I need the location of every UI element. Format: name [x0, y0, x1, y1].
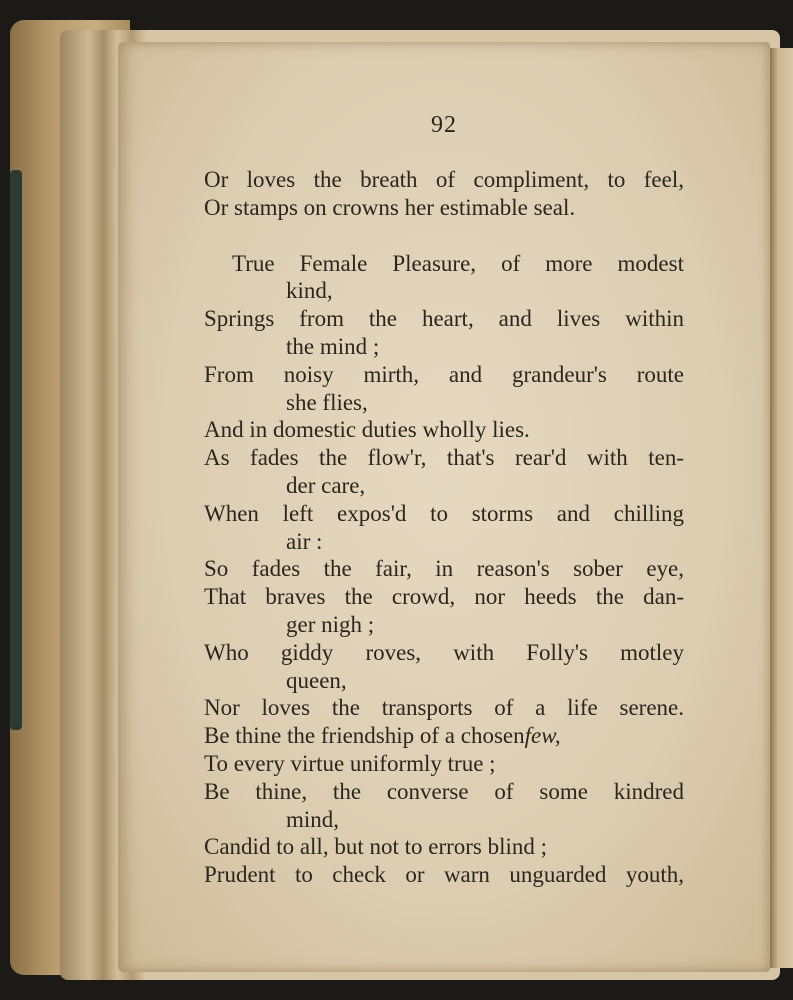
text-line: ger nigh ; — [286, 611, 375, 637]
text-line: Be thine, the converse of some kindred — [204, 778, 684, 804]
text-line: der care, — [286, 472, 366, 498]
text-line: Prudent to check or warn unguarded youth, — [204, 862, 684, 888]
text-line: she flies, — [286, 389, 368, 415]
text-line: Nor loves the transports of a life serene. — [204, 695, 684, 721]
italic-word: few, — [524, 723, 561, 749]
text-line: When left expos'd to storms and chilling — [204, 500, 684, 526]
text-line: To every virtue uniformly true ; — [204, 750, 496, 776]
text-line: Or loves the breath of compliment, to feel, — [204, 167, 684, 192]
text-line: air : — [286, 528, 323, 554]
text-line: That braves the crowd, nor heeds the dan- — [204, 584, 684, 610]
text-line: Springs from the heart, and lives within — [204, 306, 684, 332]
text-line: Who giddy roves, with Folly's motley — [204, 639, 684, 665]
book-page — [118, 42, 770, 972]
text-line: Or stamps on crowns her estimable seal. — [204, 194, 576, 220]
text-line: As fades the flow'r, that's rear'd with ten- — [204, 445, 684, 471]
text-line: True Female Pleasure, of more modest — [232, 250, 684, 276]
page-number: 92 — [431, 112, 457, 138]
stanza-break — [204, 222, 684, 250]
text-line — [204, 722, 684, 750]
book-spine — [10, 170, 22, 730]
text-line: mind, — [286, 806, 340, 832]
text-line: So fades the fair, in reason's sober eye, — [204, 556, 684, 582]
text-line: queen, — [286, 667, 347, 693]
text-line: kind, — [286, 278, 333, 304]
poem-text — [204, 166, 684, 889]
text-line: Candid to all, but not to errors blind ; — [204, 834, 548, 860]
text-line: From noisy mirth, and grandeur's route — [204, 361, 684, 387]
text-line: And in domestic duties wholly lies. — [204, 417, 530, 443]
text-line: the mind ; — [286, 333, 380, 359]
text-segment: Be thine the friendship of a chosen — [204, 723, 525, 749]
facing-page-edge — [768, 48, 793, 968]
